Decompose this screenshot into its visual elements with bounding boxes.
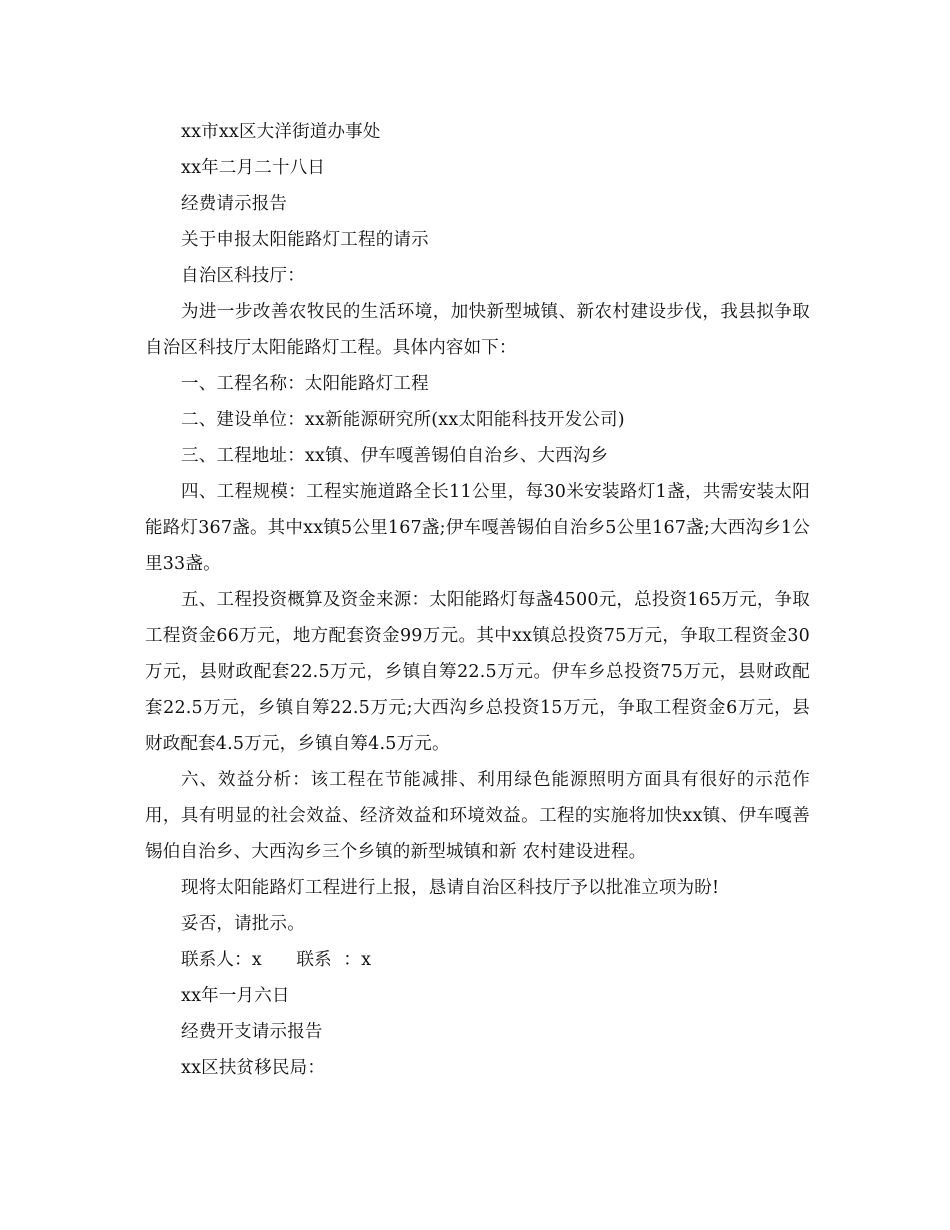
item-project-name: 一、工程名称：太阳能路灯工程	[181, 374, 429, 394]
report-date: xx年一月六日	[181, 986, 290, 1006]
intro-paragraph: 为进一步改善农牧民的生活环境，加快新型城镇、新农村建设步伐，我县拟争取自治区科技厅太阳能路灯工程。具体内容如下：	[145, 302, 810, 358]
item-construction-unit: 二、建设单位：xx新能源研究所(xx太阳能科技开发公司)	[181, 410, 625, 430]
item-investment: 五、工程投资概算及资金来源：太阳能路灯每盏4500元，总投资165万元，争取工程资金66万元，地方配套资金99万元。其中xx镇总投资75万元，争取工程资金30万元，县财政配套22.5万元，乡镇自筹22.5万元。伊车乡总投资75万元，县财政配套22.5万元，乡镇自筹22.5万元;大西沟乡总投资15万元，争取工程资金6万元，县财政配套4.5万元，乡镇自筹4.5万元。	[145, 590, 810, 754]
closing-approval: 妥否，请批示。	[181, 914, 305, 934]
contact-line: 联系人：x 联系 ：x	[181, 950, 372, 970]
item-project-address: 三、工程地址：xx镇、伊车嘎善锡伯自治乡、大西沟乡	[181, 446, 609, 466]
closing-request: 现将太阳能路灯工程进行上报，恳请自治区科技厅予以批准立项为盼!	[181, 878, 720, 898]
document-body	[145, 114, 810, 1086]
second-recipient: xx区扶贫移民局：	[181, 1058, 326, 1078]
item-project-scale: 四、工程规模：工程实施道路全长11公里，每30米安装路灯1盏，共需安装太阳能路灯367盏。其中xx镇5公里167盏;伊车嘎善锡伯自治乡5公里167盏;大西沟乡1公里33盏。	[145, 482, 810, 574]
section-title-funding-report: 经费请示报告	[181, 194, 288, 214]
sender-date: xx年二月二十八日	[181, 158, 326, 178]
item-benefit-analysis: 六、效益分析：该工程在节能减排、利用绿色能源照明方面具有很好的示范作用，具有明显的社会效益、经济效益和环境效益。工程的实施将加快xx镇、伊车嘎善锡伯自治乡、大西沟乡三个乡镇的新型城镇和新 农村建设进程。	[145, 770, 810, 862]
section-title-expense-report: 经费开支请示报告	[181, 1022, 323, 1042]
request-title: 关于申报太阳能路灯工程的请示	[181, 230, 429, 250]
recipient: 自治区科技厅：	[181, 266, 305, 286]
sender-office: xx市xx区大洋街道办事处	[181, 122, 381, 142]
